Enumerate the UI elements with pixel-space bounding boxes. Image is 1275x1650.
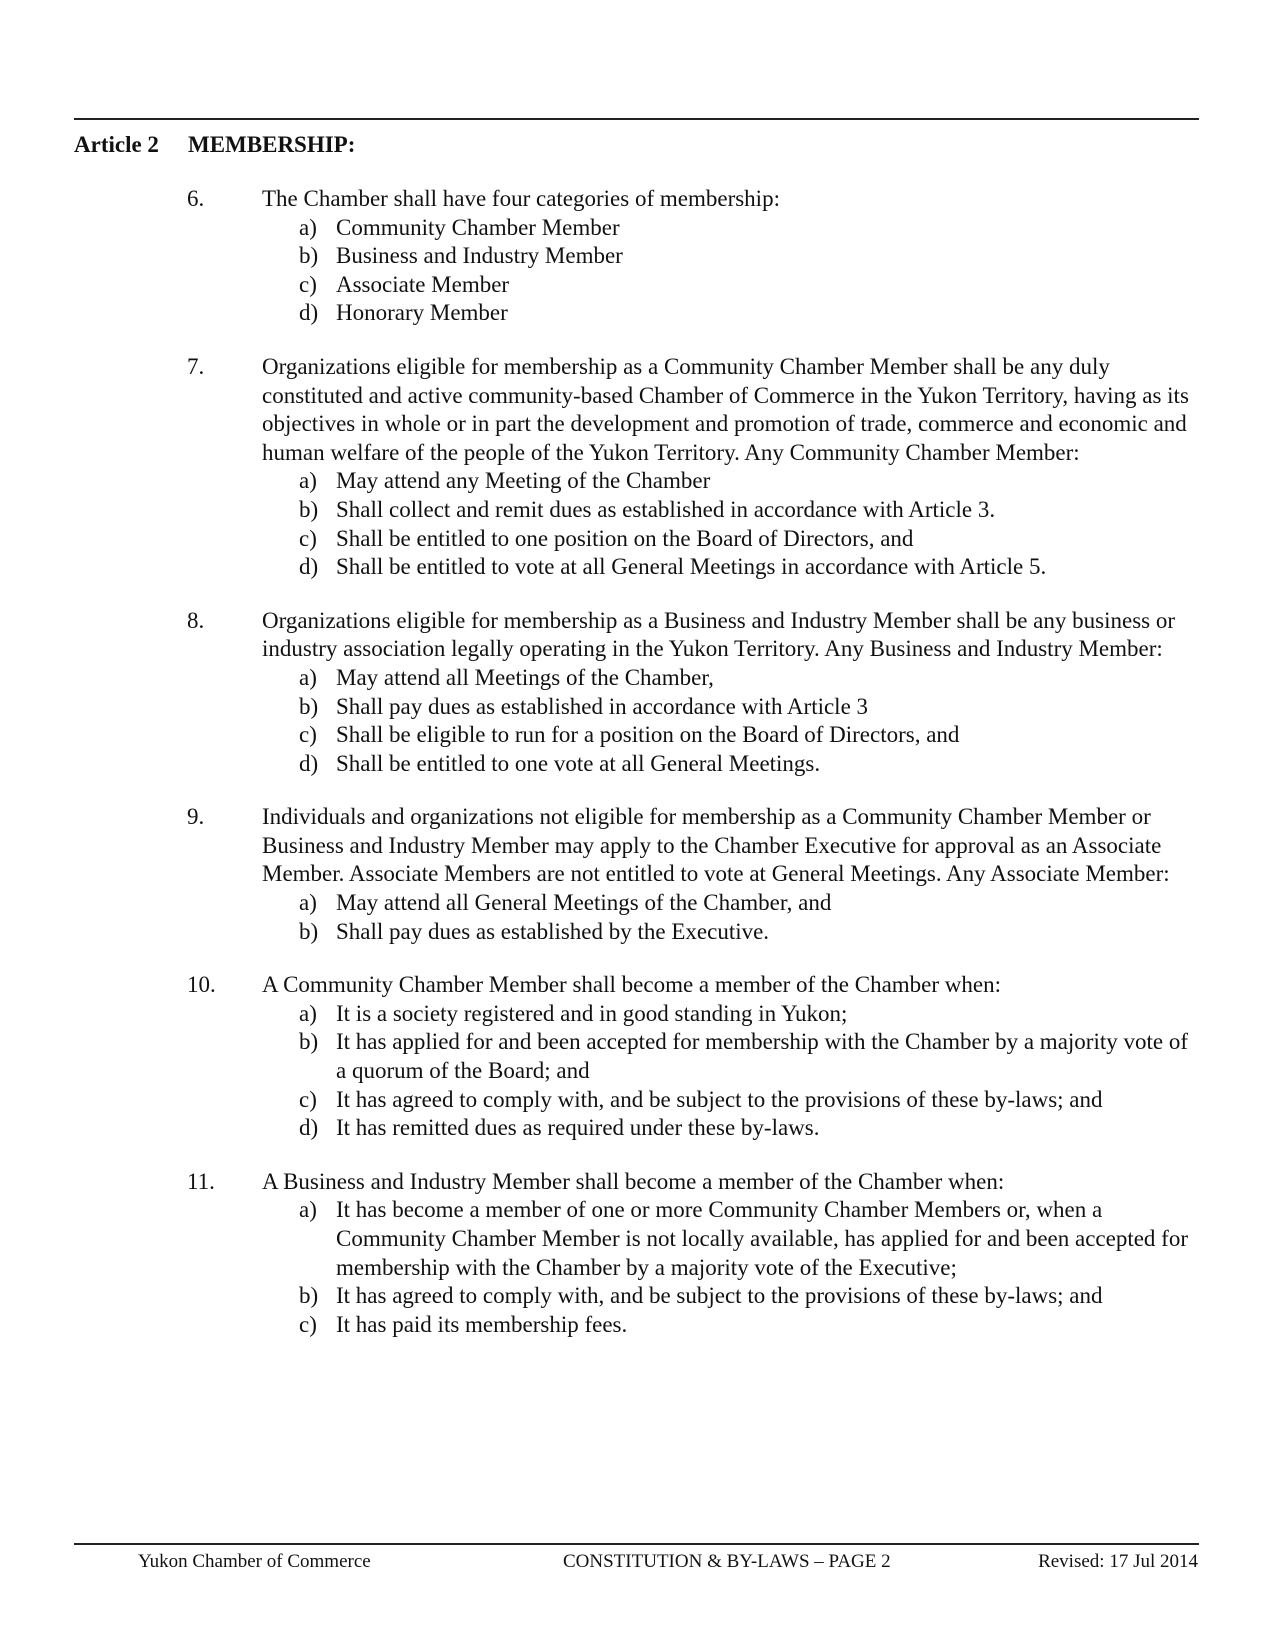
section-text: A Community Chamber Member shall become a member of the Chamber when:: [262, 972, 1002, 998]
list-item-label: b): [299, 496, 319, 522]
list-item: [262, 721, 1202, 750]
footer-rule: [74, 1543, 1199, 1545]
footer-page-label: CONSTITUTION & BY-LAWS – PAGE 2: [563, 1551, 891, 1572]
header-rule: [74, 118, 1199, 120]
list-item-text: It has remitted dues as required under these by-laws.: [336, 1115, 820, 1141]
article-number: Article 2: [74, 132, 159, 157]
list-item: [262, 553, 1202, 582]
subitem-list: [262, 1000, 1202, 1143]
section-number: 7.: [187, 353, 205, 379]
list-item-text: Business and Industry Member: [336, 243, 623, 269]
footer-revised-date: Revised: 17 Jul 2014: [1038, 1551, 1198, 1572]
list-item: [262, 1086, 1202, 1115]
section-body: [262, 803, 1202, 946]
list-item-text: Honorary Member: [336, 300, 508, 326]
list-item-label: a): [299, 890, 317, 916]
list-item-text: Shall be entitled to one vote at all General Meetings.: [336, 750, 821, 776]
list-item-label: c): [299, 271, 317, 297]
list-item-text: It has become a member of one or more Community Chamber Members or, when a Community Chamber Member is not locally available, has applied for and been accepted for membership with the Chamber by a majority vote of the Executive;: [336, 1197, 1188, 1280]
list-item-text: It is a society registered and in good standing in Yukon;: [336, 1000, 848, 1026]
article-sections: [0, 185, 1275, 1364]
section-body: [262, 607, 1202, 779]
section-number: 9.: [187, 804, 205, 830]
list-item-label: b): [299, 1283, 319, 1309]
list-item-label: a): [299, 468, 317, 494]
list-item: [262, 271, 1202, 300]
list-item-label: b): [299, 693, 319, 719]
list-item-text: May attend any Meeting of the Chamber: [336, 468, 711, 494]
list-item: [262, 1028, 1202, 1085]
list-item: [262, 889, 1202, 918]
list-item-label: b): [299, 918, 319, 944]
list-item-label: d): [299, 1115, 319, 1141]
list-item: [262, 750, 1202, 779]
list-item-label: c): [299, 722, 317, 748]
list-item-text: May attend all General Meetings of the Chamber, and: [336, 890, 832, 916]
section-number: 6.: [187, 186, 205, 211]
list-item-text: Shall be entitled to vote at all General Meetings in accordance with Article 5.: [336, 554, 1047, 580]
list-item-text: Shall be entitled to one position on the Board of Directors, and: [336, 525, 914, 551]
list-item-text: Shall pay dues as established in accordance with Article 3: [336, 693, 869, 719]
subitem-list: [262, 214, 1202, 328]
subitem-list: [262, 664, 1202, 778]
list-item-label: a): [299, 1000, 317, 1026]
list-item: [262, 467, 1202, 496]
list-item-label: c): [299, 525, 317, 551]
list-item-text: Shall pay dues as established by the Executive.: [336, 918, 770, 944]
section: [0, 1168, 1275, 1340]
list-item-label: a): [299, 1197, 317, 1223]
list-item-text: It has paid its membership fees.: [336, 1311, 628, 1337]
list-item: [262, 525, 1202, 554]
section-body: [262, 971, 1202, 1143]
list-item: [262, 664, 1202, 693]
section: [0, 803, 1275, 946]
list-item: [262, 299, 1202, 328]
list-item: [262, 1000, 1202, 1029]
section-text: Organizations eligible for membership as a Community Chamber Member shall be any duly constituted and active community-based Chamber of Commerce in the Yukon Territory, having as its objectives in whole or in part the development and promotion of trade, commerce and economic and human welfare of the people of the Yukon Territory. Any Community Chamber Member:: [262, 353, 1189, 465]
list-item: [262, 1282, 1202, 1311]
list-item-text: May attend all Meetings of the Chamber,: [336, 664, 714, 690]
list-item: [262, 1196, 1202, 1282]
section: [0, 185, 1275, 328]
list-item: [262, 1311, 1202, 1340]
list-item-label: a): [299, 214, 317, 240]
footer-organization: Yukon Chamber of Commerce: [138, 1551, 371, 1572]
section-number: 10.: [187, 972, 216, 998]
article-heading: [74, 132, 355, 158]
list-item: [262, 1114, 1202, 1143]
subitem-list: [262, 1196, 1202, 1339]
subitem-list: [262, 889, 1202, 946]
list-item-text: Shall be eligible to run for a position on the Board of Directors, and: [336, 722, 960, 748]
list-item-label: d): [299, 750, 319, 776]
list-item: [262, 693, 1202, 722]
section-text: Organizations eligible for membership as a Business and Industry Member shall be any business or industry association legally operating in the Yukon Territory. Any Business and Industry Member:: [262, 607, 1176, 662]
list-item-text: Associate Member: [336, 271, 510, 297]
list-item-text: It has applied for and been accepted for membership with the Chamber by a majority vote of a quorum of the Board; and: [336, 1029, 1188, 1084]
section: [0, 971, 1275, 1143]
list-item-label: a): [299, 664, 317, 690]
section-body: [262, 1168, 1202, 1340]
list-item-text: Shall collect and remit dues as established in accordance with Article 3.: [336, 496, 996, 522]
list-item: [262, 496, 1202, 525]
section: [0, 607, 1275, 779]
section-number: 11.: [187, 1168, 215, 1194]
list-item-text: It has agreed to comply with, and be subject to the provisions of these by-laws; and: [336, 1283, 1103, 1309]
section: [0, 353, 1275, 582]
list-item-label: c): [299, 1086, 317, 1112]
section-text: The Chamber shall have four categories of membership:: [262, 186, 780, 211]
section-number: 8.: [187, 607, 205, 633]
list-item-text: Community Chamber Member: [336, 214, 620, 240]
article-title: MEMBERSHIP:: [188, 132, 356, 157]
subitem-list: [262, 467, 1202, 581]
section-text: Individuals and organizations not eligible for membership as a Community Chamber Member or Business and Industry Member may apply to the Chamber Executive for approval as an Associate Member. Associate Members are not entitled to vote at General Meetings. Any Associate Member:: [262, 804, 1170, 887]
list-item-label: b): [299, 1029, 319, 1055]
list-item-label: d): [299, 554, 319, 580]
list-item-label: c): [299, 1311, 317, 1337]
list-item-text: It has agreed to comply with, and be subject to the provisions of these by-laws; and: [336, 1086, 1103, 1112]
section-text: A Business and Industry Member shall become a member of the Chamber when:: [262, 1168, 1005, 1194]
section-body: [262, 185, 1202, 328]
list-item: [262, 214, 1202, 243]
list-item-label: d): [299, 300, 319, 326]
section-body: [262, 353, 1202, 582]
list-item: [262, 242, 1202, 271]
list-item: [262, 918, 1202, 947]
list-item-label: b): [299, 243, 319, 269]
